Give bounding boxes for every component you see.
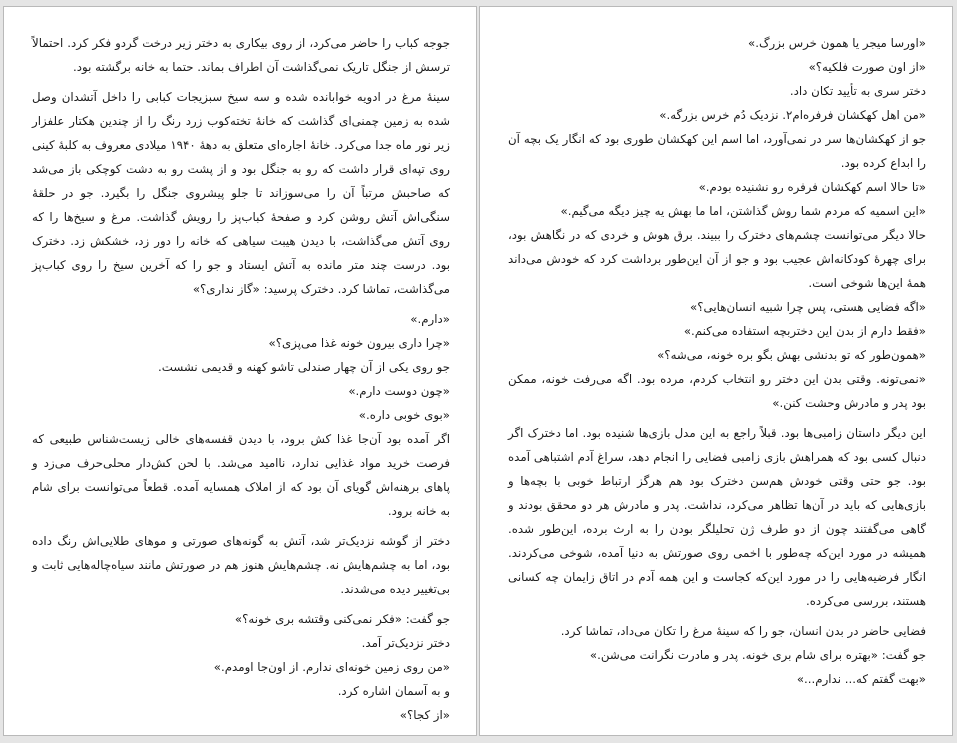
- paragraph: «اورسا میجر یا همون خرس بزرگ.»: [747, 36, 926, 50]
- paragraph: جو گفت: «بهتره برای شام بری خونه. پدر و مادرت نگرانت می‌شن.»: [589, 648, 926, 662]
- paragraph: جو روی یکی از آن چهار صندلی تاشو کهنه و قدیمی نشست.: [158, 360, 450, 374]
- paragraph: و به آسمان اشاره کرد.: [337, 684, 450, 698]
- paragraph: «چون دوست دارم.»: [348, 384, 450, 398]
- paragraph: فضایی حاضر در بدن انسان، جو را که سینهٔ مرغ را تکان می‌داد، تماشا کرد.: [560, 624, 926, 638]
- paragraph: جوجه کباب را حاضر می‌کرد، از روی بیکاری به دختر زیر درخت گردو فکر کرد. احتمالاً ترسش از جنگل تاریک نمی‌گذاشت آن اطراف بماند. حتما به خانه برگشته بود.: [32, 36, 450, 74]
- paragraph: دختر نزدیک‌تر آمد.: [361, 636, 450, 650]
- paragraph: دختر سری به تأیید تکان داد.: [789, 84, 926, 98]
- paragraph: «از کجا؟»: [399, 708, 450, 722]
- paragraph: جو گفت: «فکر نمی‌کنی وقتشه بری خونه؟»: [234, 612, 450, 626]
- left-page-text: [32, 31, 450, 727]
- paragraph: جو از کهکشان‌ها سر در نمی‌آورد، اما اسم این کهکشان طوری بود که انگار یک بچه آن را ابداع کرده بود.: [508, 132, 926, 170]
- paragraph: «بوی خوبی داره.»: [358, 408, 450, 422]
- paragraph: سینهٔ مرغ در ادویه خوابانده شده و سه سیخ سبزیجات کبابی را داخل آتشدان وصل شده به زمین چمنی‌ای گذاشت که خانهٔ تخته‌کوب زرد رنگ را از چندین هکتار علفزار زیر نور ماه جدا می‌کرد. خانهٔ اجاره‌ای متعلق به دههٔ ۱۹۴۰ میلادی معروف به کلبهٔ کینی روی تپه‌ای قرار داشت که رو به جنگل بود و از پشت رو به دشت کوچکی باز می‌شد که صاحبش مرتباً آن را می‌سوزاند تا جلو پیشروی جنگل را بگیرد. جو در حلقهٔ سنگی‌اش آتش روشن کرد و صفحهٔ کباب‌پز را رویش گذاشت. مرغ و سیخ‌ها را که روی آتش می‌گذاشت، با دیدن هیبت سیاهی که خانه را دور زد، خشکش زد. دخترک بود. درست چند متر مانده به آتش ایستاد و جو را که آخرین سیخ را روی کباب‌پز می‌گذاشت، تماشا کرد. دخترک پرسید: «گاز نداری؟»: [32, 90, 450, 296]
- paragraph: «بهت گفتم که... ندارم...»: [796, 672, 926, 686]
- paragraph: «من روی زمین خونه‌ای ندارم. از اون‌جا اومدم.»: [213, 660, 450, 674]
- paragraph: «این اسمیه که مردم شما روش گذاشتن، اما ما بهش یه چیز دیگه می‌گیم.»: [560, 204, 926, 218]
- paragraph: «چرا داری بیرون خونه غذا می‌پزی؟»: [268, 336, 450, 350]
- right-page-text: [508, 31, 926, 691]
- paragraph: «همون‌طور که تو بدنشی بهش بگو بره خونه، می‌شه؟»: [657, 348, 926, 362]
- left-page: [3, 6, 477, 736]
- paragraph: «از اون صورت فلکیه؟»: [808, 60, 926, 74]
- paragraph: «دارم.»: [410, 312, 450, 326]
- paragraph: حالا دیگر می‌توانست چشم‌های دخترک را ببیند. برق هوش و خردی که در نگاهش بود، برای چهرهٔ کودکانه‌اش عجیب بود و جو از آن این‌طور برداشت کرد که خودش می‌داند همهٔ این‌ها شوخی است.: [508, 228, 926, 290]
- paragraph: «من اهل کهکشان فرفره‌ام۲. نزدیک دُم خرس بزرگه.»: [659, 108, 926, 122]
- paragraph: این دیگر داستان زامبی‌ها بود. قبلاً راجع به این مدل بازی‌ها شنیده بود. اما دخترک اگر دنبال کسی بود که همراهش بازی زامبی فضایی را انجام دهد، سراغ آدم اشتباهی آمده بود. جو حتی وقتی خودش هم‌سن دخترک بود هم هرگز ارتباط خوبی با بچه‌ها و بازی‌هایی که باید در آن‌ها تظاهر می‌کرد، نداشت. پدر و مادرش هر دو محقق بودند و گاهی می‌گفتند چون از دو طرف ژن تحلیلگر بودن را به ارث برده، این‌طور شده. همیشه در مورد این‌که چه‌طور با اخمی روی صورتش به دنیا آمده، شوخی می‌کردند. انگار فرضیه‌هایی را در مورد این‌که کجاست و این همه آدم در اتاق زایمان چه کسانی هستند، بررسی می‌کرده.: [508, 426, 926, 608]
- paragraph: اگر آمده بود آن‌جا غذا کش برود، با دیدن قفسه‌های خالی زیست‌شناس طبیعی که فرصت خرید مواد غذایی ندارد، ناامید می‌شد. با لحن کش‌دار محلی‌حرف می‌زد و پاهای برهنه‌اش گویای آن بود که از املاک همسایه آمده. قطعاً می‌توانست برای شام به خانه برود.: [32, 432, 450, 518]
- right-page: [479, 6, 953, 736]
- paragraph: «فقط دارم از بدن این دختربچه استفاده می‌کنم.»: [683, 324, 926, 338]
- paragraph: «تا حالا اسم کهکشان فرفره رو نشنیده بودم.»: [698, 180, 926, 194]
- paragraph: «نمی‌تونه. وقتی بدن این دختر رو انتخاب کردم، مرده بود. اگه می‌رفت خونه، ممکن بود پدر و مادرش وحشت کنن.»: [508, 372, 926, 410]
- paragraph: «اگه فضایی هستی، پس چرا شبیه انسان‌هایی؟»: [690, 300, 926, 314]
- paragraph: دختر از گوشه نزدیک‌تر شد، آتش به گونه‌های صورتی و موهای طلایی‌اش رنگ داده بود، اما به چشم‌هایش نه. چشم‌هایش هنوز هم در صورتش مانند سیاه‌چاله‌هایی ثابت و بی‌تغییر دیده می‌شدند.: [32, 534, 450, 596]
